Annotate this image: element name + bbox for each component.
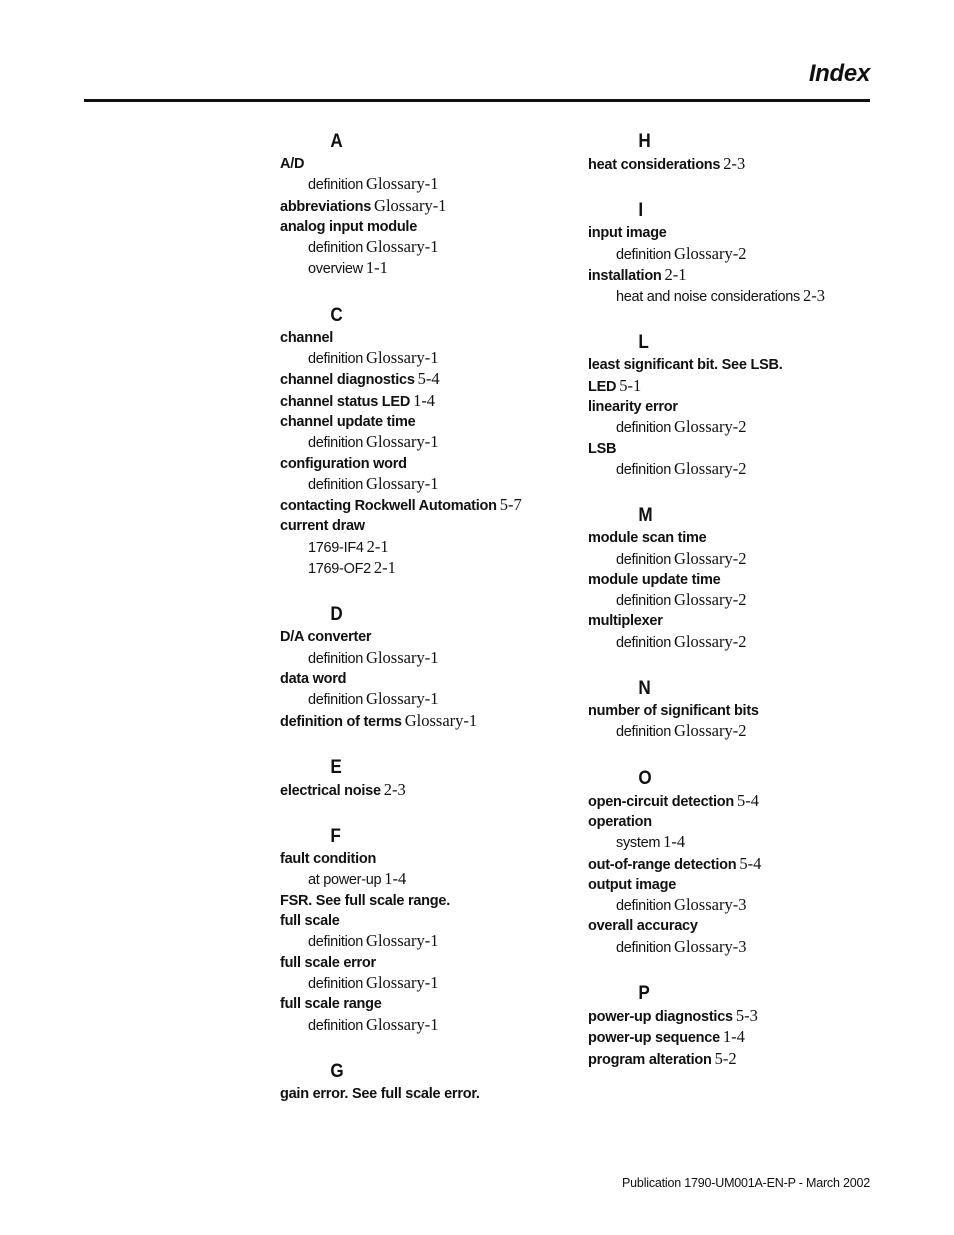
entry-term: out-of-range detection <box>588 856 737 873</box>
index-entry <box>588 916 878 936</box>
index-section <box>588 982 878 1070</box>
index-subentry <box>280 474 570 495</box>
page-reference-link[interactable]: Glossary-1 <box>366 237 439 257</box>
page-reference-link[interactable]: Glossary-1 <box>366 473 439 493</box>
entry-term: definition <box>616 898 672 915</box>
index-entry <box>280 495 570 516</box>
entry-term: linearity error <box>588 399 678 416</box>
entry-term: overview <box>308 261 363 278</box>
index-subentry <box>588 417 878 438</box>
index-entry <box>588 875 878 895</box>
page-reference-link[interactable]: Glossary-2 <box>674 631 747 651</box>
index-subentry <box>280 931 570 952</box>
index-entry <box>588 376 878 397</box>
section-letter: H <box>638 131 651 152</box>
page-reference-link[interactable]: Glossary-2 <box>674 590 747 610</box>
index-section <box>588 677 878 743</box>
index-subentry <box>280 348 570 369</box>
entry-term: power-up diagnostics <box>588 1009 733 1026</box>
index-section <box>280 603 570 731</box>
index-entry <box>588 439 878 459</box>
index-entry <box>280 891 570 911</box>
index-section <box>588 331 878 480</box>
page-reference-link[interactable]: Glossary-2 <box>674 417 747 437</box>
page-reference-link[interactable]: Glossary-1 <box>366 432 439 452</box>
section-letter: C <box>330 304 343 326</box>
entry-term: gain error. See full scale error. <box>280 1085 480 1102</box>
index-entry <box>588 791 878 812</box>
index-entry <box>280 1084 570 1104</box>
page-reference-link[interactable]: Glossary-1 <box>366 689 439 709</box>
entry-term: input image <box>588 225 667 242</box>
entry-term: overall accuracy <box>588 918 698 935</box>
index-entry <box>588 397 878 417</box>
index-entry <box>280 849 570 869</box>
entry-term: full scale error <box>280 954 376 971</box>
entry-term: definition <box>308 975 364 992</box>
index-entry <box>588 854 878 875</box>
entry-term: installation <box>588 267 662 284</box>
entry-term: definition <box>308 650 364 667</box>
index-entry <box>588 265 878 286</box>
index-entry <box>280 196 570 217</box>
entry-term: channel diagnostics <box>280 372 415 389</box>
index-entry <box>280 911 570 931</box>
entry-term: contacting Rockwell Automation <box>280 498 497 515</box>
entry-term: definition <box>308 351 364 368</box>
entry-term: multiplexer <box>588 613 663 630</box>
index-entry <box>280 953 570 973</box>
entry-term: heat considerations <box>588 157 721 173</box>
entry-term: fault condition <box>280 851 377 868</box>
entry-term: at power-up <box>308 872 382 889</box>
page-reference-link[interactable]: Glossary-2 <box>674 721 747 741</box>
page-reference-link[interactable]: Glossary-1 <box>366 348 439 368</box>
entry-term: operation <box>588 813 652 830</box>
header-rule <box>84 99 870 102</box>
index-subentry <box>280 689 570 710</box>
entry-term: definition <box>616 420 672 437</box>
section-letter: P <box>638 983 650 1005</box>
index-section <box>280 825 570 1036</box>
index-entry <box>588 1049 878 1070</box>
index-entry <box>280 369 570 390</box>
page-reference-link[interactable]: 5-7 <box>499 495 522 515</box>
index-subentry <box>588 459 878 480</box>
entry-term: heat and noise considerations <box>616 289 800 306</box>
entry-term: FSR. See full scale range. <box>280 892 450 909</box>
entry-term: definition <box>308 934 364 951</box>
entry-term: definition <box>308 240 364 257</box>
page-reference-link[interactable]: Glossary-2 <box>674 548 747 568</box>
index-entry <box>588 701 878 721</box>
index-entry <box>588 611 878 631</box>
entry-term: number of significant bits <box>588 703 759 720</box>
entry-term: channel status LED <box>280 393 411 410</box>
index-subentry <box>280 237 570 258</box>
index-subentry <box>280 258 570 279</box>
page-reference-link[interactable]: 1-1 <box>365 258 388 278</box>
page-reference-link[interactable]: 5-3 <box>735 1006 758 1026</box>
index-entry <box>280 154 570 174</box>
index-subentry <box>588 590 878 611</box>
entry-term: definition <box>616 724 672 741</box>
entry-term: analog input module <box>280 218 418 235</box>
index-entry <box>280 217 570 237</box>
page-reference-link[interactable]: Glossary-2 <box>674 243 747 263</box>
index-entry <box>588 1027 878 1048</box>
section-letter: E <box>330 756 342 778</box>
page-title: Index <box>808 60 870 87</box>
index-section <box>588 199 878 307</box>
index-entry <box>280 412 570 432</box>
entry-term: definition <box>308 692 364 709</box>
index-subentry <box>588 937 878 958</box>
index-entry <box>588 528 878 548</box>
section-letter: I <box>638 200 644 222</box>
page-reference-link[interactable]: Glossary-1 <box>366 972 439 992</box>
entry-term: channel update time <box>280 413 416 430</box>
page-reference-link[interactable]: Glossary-2 <box>674 458 747 478</box>
publication-footer: Publication 1790-UM001A-EN-P - March 2002 <box>622 1176 870 1190</box>
entry-term: abbreviations <box>280 198 372 215</box>
page-reference-link[interactable]: 5-2 <box>714 1048 737 1068</box>
index-entry <box>588 154 878 175</box>
entry-term: configuration word <box>280 455 407 472</box>
index-subentry <box>280 648 570 669</box>
page-reference-link[interactable]: 5-4 <box>739 853 762 873</box>
index-subentry <box>588 832 878 853</box>
index-subentry <box>588 244 878 265</box>
index-entry <box>280 516 570 536</box>
section-letter: A <box>330 131 343 152</box>
page-reference-link[interactable]: 2-1 <box>664 264 687 284</box>
entry-term: LED <box>588 378 617 395</box>
entry-term: D/A converter <box>280 629 372 646</box>
entry-term: LSB <box>588 440 617 457</box>
page-reference-link[interactable]: 2-3 <box>723 154 746 173</box>
entry-term: definition <box>308 1017 364 1034</box>
entry-term: current draw <box>280 518 365 535</box>
entry-term: definition <box>616 551 672 568</box>
section-letter: O <box>638 767 652 789</box>
index-subentry <box>588 895 878 916</box>
index-entry <box>588 812 878 832</box>
page-reference-link[interactable]: 5-1 <box>619 375 642 395</box>
index-entry <box>280 780 570 801</box>
page-reference-link[interactable]: Glossary-1 <box>404 710 478 730</box>
index-entry <box>280 454 570 474</box>
index-entry <box>588 223 878 243</box>
index-subentry <box>280 973 570 994</box>
index-column-left <box>280 130 570 1128</box>
index-column-right <box>588 130 878 1094</box>
index-subentry <box>588 549 878 570</box>
section-letter: F <box>330 826 341 848</box>
index-entry <box>280 994 570 1014</box>
page-reference-link[interactable]: 2-1 <box>373 558 396 578</box>
section-letter: D <box>330 604 343 626</box>
page-reference-link[interactable]: 1-4 <box>413 390 436 410</box>
entry-term: module update time <box>588 571 721 588</box>
entry-term: power-up sequence <box>588 1030 720 1047</box>
entry-term: definition <box>616 593 672 610</box>
entry-term: channel <box>280 329 334 346</box>
index-entry <box>280 669 570 689</box>
page-reference-link[interactable]: Glossary-1 <box>374 195 447 215</box>
entry-term: 1769-IF4 <box>308 539 364 556</box>
index-section <box>588 130 878 175</box>
entry-term: system <box>616 835 661 852</box>
page-reference-link[interactable]: 2-1 <box>366 536 389 556</box>
index-subentry <box>588 632 878 653</box>
entry-term: definition <box>616 939 672 956</box>
index-entry <box>588 570 878 590</box>
index-section <box>280 304 570 580</box>
index-entry <box>588 355 878 375</box>
page-reference-link[interactable]: 2-3 <box>802 286 825 306</box>
section-letter: N <box>638 678 651 700</box>
page-reference-link[interactable]: Glossary-3 <box>674 895 747 915</box>
entry-term: 1769-OF2 <box>308 561 371 578</box>
page-reference-link[interactable]: Glossary-1 <box>366 174 439 194</box>
index-entry <box>280 627 570 647</box>
page-reference-link[interactable]: Glossary-1 <box>366 647 439 667</box>
section-letter: G <box>330 1060 344 1082</box>
page-reference-link[interactable]: Glossary-1 <box>366 1014 439 1034</box>
index-subentry <box>588 286 878 307</box>
index-subentry <box>280 1015 570 1036</box>
entry-term: definition <box>308 476 364 493</box>
index-section <box>588 767 878 958</box>
entry-term: A/D <box>280 156 305 172</box>
index-entry <box>280 328 570 348</box>
entry-term: least significant bit. See LSB. <box>588 357 783 374</box>
page-reference-link[interactable]: 5-4 <box>736 790 759 810</box>
index-subentry <box>280 432 570 453</box>
page-reference-link[interactable]: 2-3 <box>383 779 406 799</box>
entry-term: definition <box>616 461 672 478</box>
page-reference-link[interactable]: Glossary-3 <box>674 936 747 956</box>
entry-term: definition <box>308 435 364 452</box>
section-letter: M <box>638 505 653 527</box>
page-reference-link[interactable]: 1-4 <box>384 869 407 889</box>
entry-term: definition <box>616 634 672 651</box>
index-section <box>280 1060 570 1104</box>
index-section <box>280 130 570 280</box>
entry-term: full scale <box>280 913 340 930</box>
entry-term: full scale range <box>280 996 382 1013</box>
index-subentry <box>280 174 570 195</box>
index-subentry <box>588 721 878 742</box>
entry-term: program alteration <box>588 1051 712 1068</box>
entry-term: data word <box>280 670 347 687</box>
entry-term: open-circuit detection <box>588 793 734 810</box>
page-reference-link[interactable]: Glossary-1 <box>366 931 439 951</box>
entry-term: definition of terms <box>280 713 402 730</box>
entry-term: module scan time <box>588 530 707 547</box>
section-letter: L <box>638 332 649 354</box>
entry-term: definition <box>616 246 672 263</box>
page-reference-link[interactable]: 1-4 <box>663 832 686 852</box>
index-entry <box>588 1006 878 1027</box>
entry-term: electrical noise <box>280 782 381 799</box>
index-section <box>588 504 878 653</box>
index-subentry <box>280 869 570 890</box>
index-subentry <box>280 537 570 558</box>
index-entry <box>280 391 570 412</box>
page-reference-link[interactable]: 5-4 <box>417 369 440 389</box>
entry-term: output image <box>588 876 677 893</box>
page-reference-link[interactable]: 1-4 <box>722 1027 745 1047</box>
index-section <box>280 756 570 801</box>
index-entry <box>280 711 570 732</box>
index-subentry <box>280 558 570 579</box>
entry-term: definition <box>308 177 364 194</box>
